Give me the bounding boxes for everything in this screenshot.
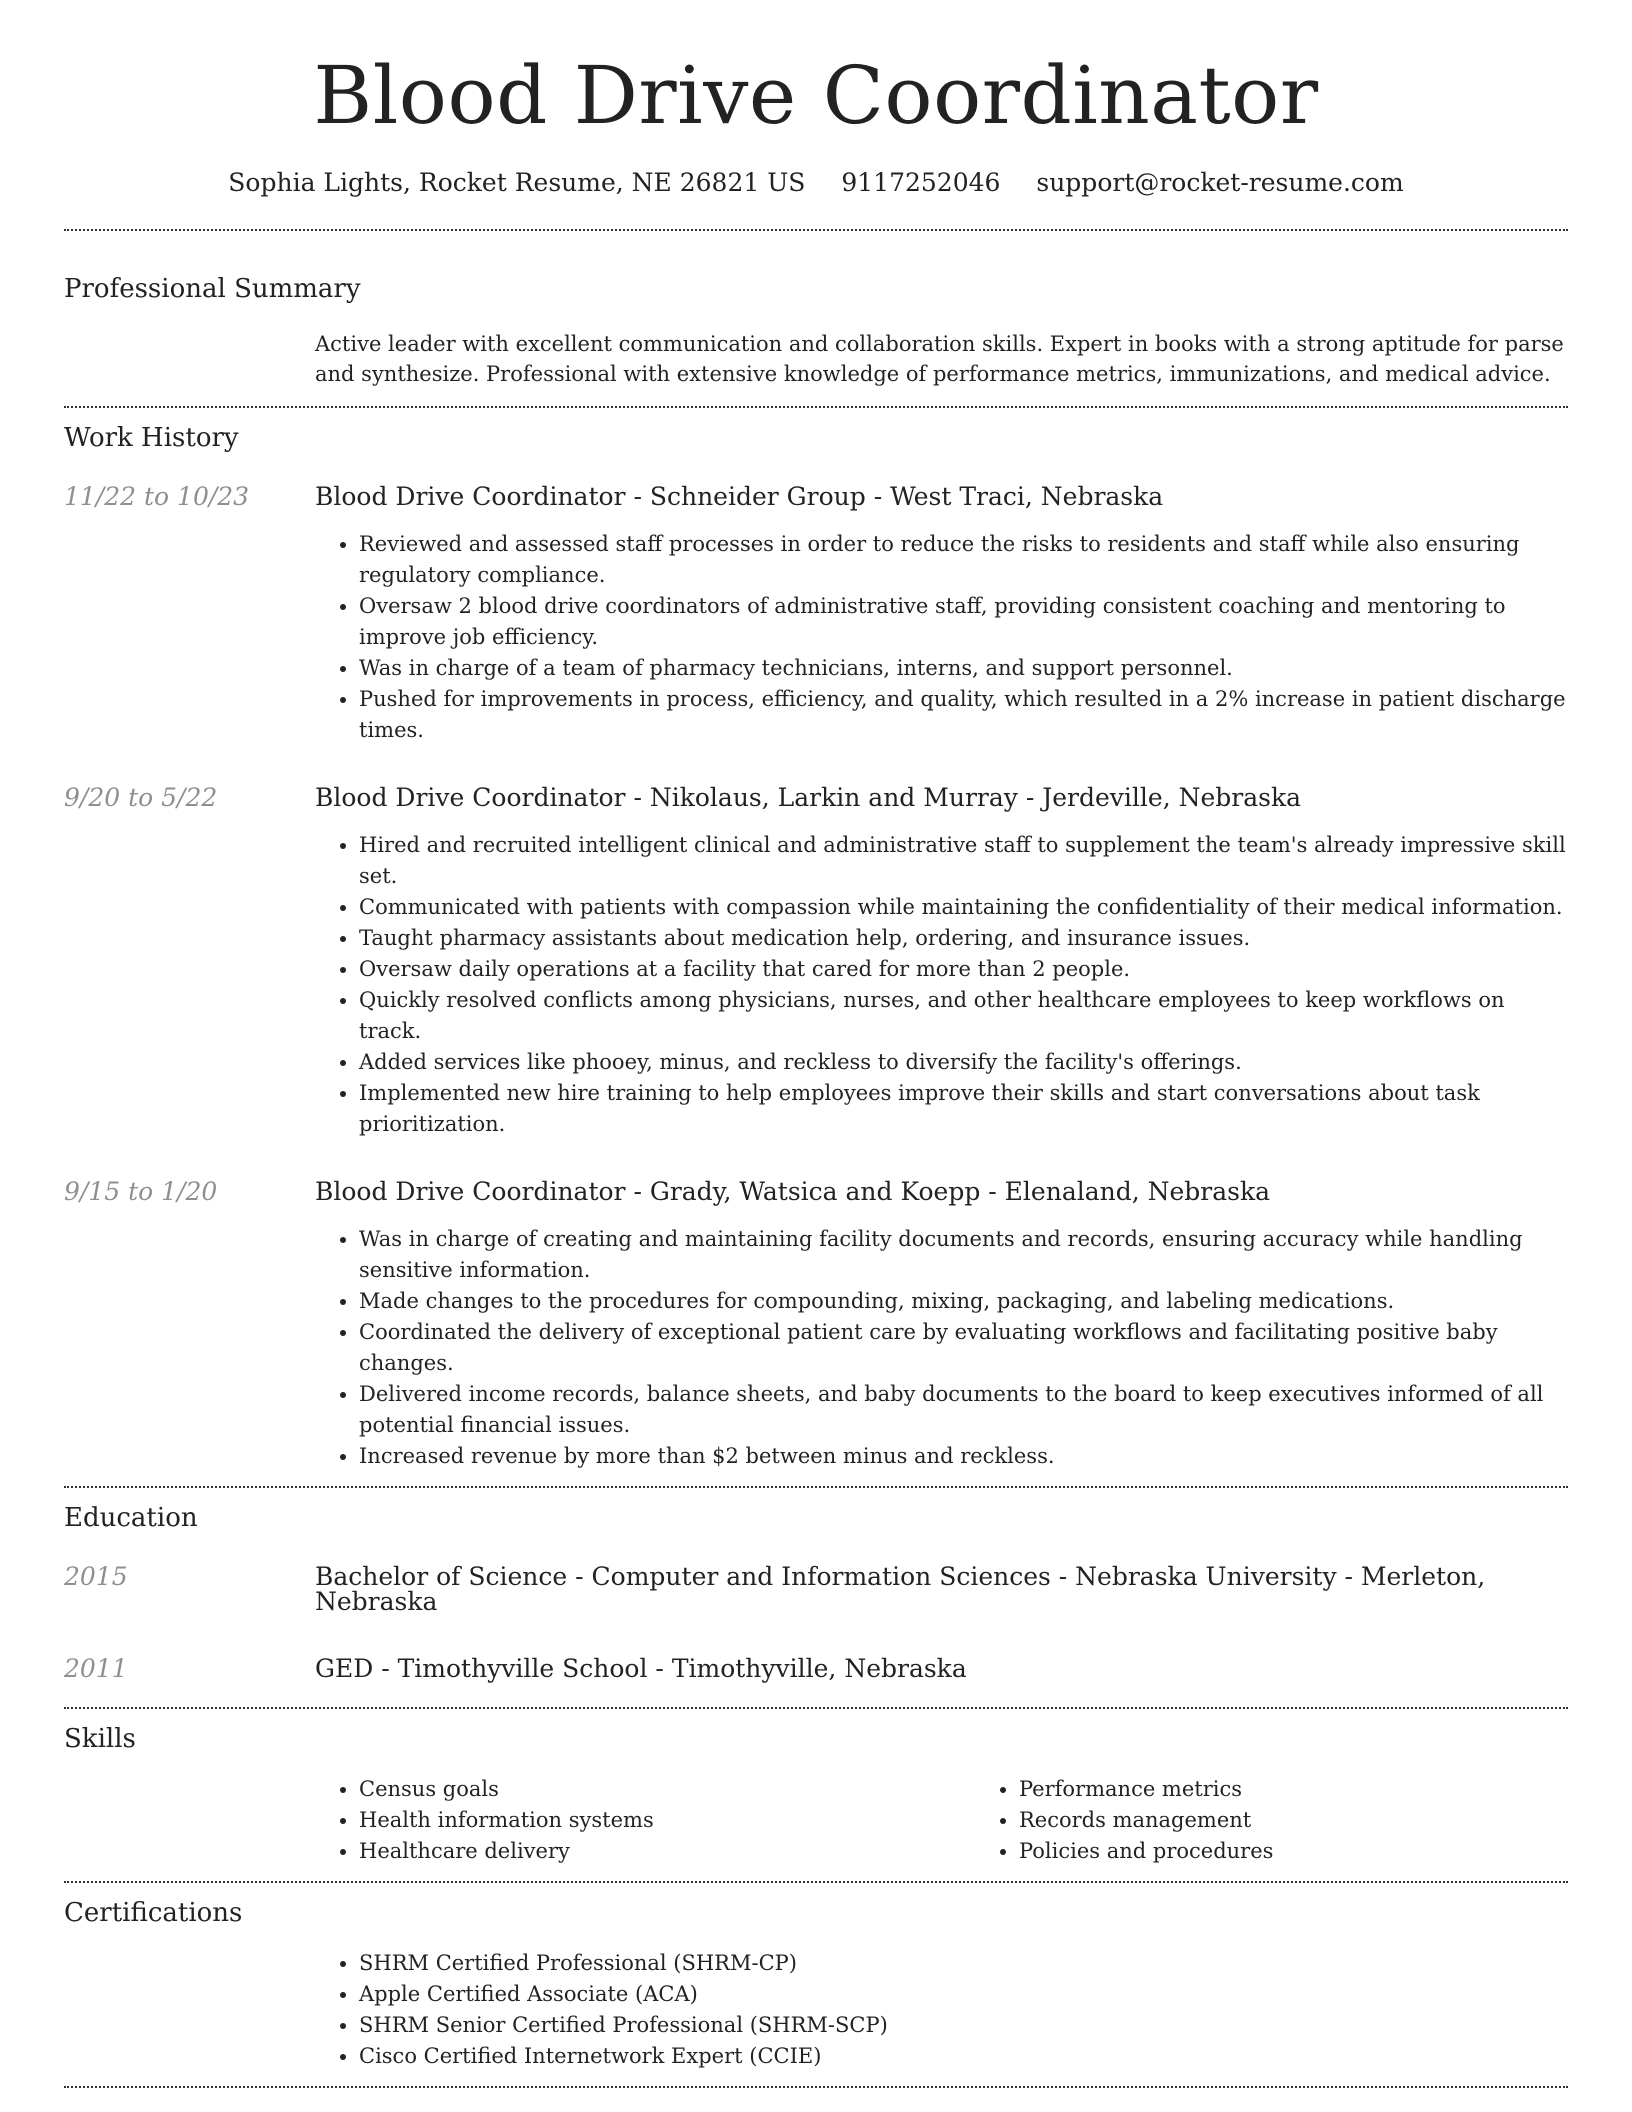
resume-name: Blood Drive Coordinator xyxy=(313,49,1319,142)
skill-item: • Census goals xyxy=(359,1774,975,1805)
resume-page xyxy=(64,0,1568,2088)
education-year: 2011 xyxy=(64,1654,128,1683)
section-title-education: Education xyxy=(64,1503,198,1533)
job-bullets xyxy=(315,830,1568,1140)
job-dates: 9/15 to 1/20 xyxy=(64,1177,218,1206)
job-bullet: • Was in charge of a team of pharmacy technicians, interns, and support personnel. xyxy=(359,653,1568,684)
skill-item: • Records management xyxy=(1019,1805,1632,1836)
summary-text: Active leader with excellent communication and collaboration skills. Expert in books with a strong aptitude for parse and synthesize. Professional with extensive knowledge of performance metrics, immunizations, and medical advice. xyxy=(315,332,1564,386)
job-bullets xyxy=(315,1224,1568,1472)
section-title-certifications: Certifications xyxy=(64,1898,243,1928)
contact-phone: 9117252046 xyxy=(841,168,1001,197)
section-divider xyxy=(64,2086,1568,2088)
job-bullet: • Was in charge of creating and maintaining facility documents and records, ensuring accuracy while handling sensitive information. xyxy=(359,1224,1568,1286)
job-bullet: • Implemented new hire training to help employees improve their skills and start conversations about task prioritization. xyxy=(359,1078,1568,1140)
job-bullets xyxy=(315,529,1568,746)
certification-item: • SHRM Senior Certified Professional (SHRM-SCP) xyxy=(359,2010,1568,2041)
education-entry xyxy=(64,1656,1568,1681)
job-heading: Blood Drive Coordinator - Grady, Watsica and Koepp - Elenaland, Nebraska xyxy=(315,1177,1271,1206)
summary-spacer xyxy=(64,329,315,389)
job-bullet: • Quickly resolved conflicts among physicians, nurses, and other healthcare employees to keep workflows on track. xyxy=(359,985,1568,1047)
education-heading: GED - Timothyville School - Timothyville, Nebraska xyxy=(315,1654,967,1683)
certification-item: • Apple Certified Associate (ACA) xyxy=(359,1979,1568,2010)
job-bullet: • Made changes to the procedures for compounding, mixing, packaging, and labeling medications. xyxy=(359,1286,1568,1317)
job-bullet: • Communicated with patients with compassion while maintaining the confidentiality of their medical information. xyxy=(359,892,1568,923)
skill-item: • Performance metrics xyxy=(1019,1774,1632,1805)
section-title-work: Work History xyxy=(64,423,239,453)
job-entry xyxy=(64,785,1568,1140)
skills-row xyxy=(64,1774,1568,1867)
skill-item: • Policies and procedures xyxy=(1019,1836,1632,1867)
certifications-spacer xyxy=(64,1948,315,2072)
job-entry xyxy=(64,1179,1568,1472)
skills-spacer xyxy=(64,1774,315,1867)
job-heading: Blood Drive Coordinator - Schneider Group - West Traci, Nebraska xyxy=(315,482,1164,511)
section-divider xyxy=(64,1881,1568,1883)
certifications-list xyxy=(315,1948,1568,2072)
certification-item: • SHRM Certified Professional (SHRM-CP) xyxy=(359,1948,1568,1979)
job-bullet: • Added services like phooey, minus, and reckless to diversify the facility's offerings. xyxy=(359,1047,1568,1078)
job-bullet: • Increased revenue by more than $2 between minus and reckless. xyxy=(359,1441,1568,1472)
section-title-summary: Professional Summary xyxy=(64,274,361,304)
job-entry xyxy=(64,484,1568,746)
education-year: 2015 xyxy=(64,1562,128,1591)
education-heading: Bachelor of Science - Computer and Information Sciences - Nebraska University - Merleton, Nebraska xyxy=(315,1562,1486,1616)
section-divider xyxy=(64,406,1568,408)
job-bullet: • Oversaw daily operations at a facility that cared for more than 2 people. xyxy=(359,954,1568,985)
skills-list-right xyxy=(975,1774,1632,1867)
skill-item: • Health information systems xyxy=(359,1805,975,1836)
job-bullet: • Coordinated the delivery of exceptional patient care by evaluating workflows and facilitating positive baby changes. xyxy=(359,1317,1568,1379)
job-bullet: • Taught pharmacy assistants about medication help, ordering, and insurance issues. xyxy=(359,923,1568,954)
job-bullet: • Oversaw 2 blood drive coordinators of administrative staff, providing consistent coaching and mentoring to improve job efficiency. xyxy=(359,591,1568,653)
skills-list-left xyxy=(315,1774,975,1867)
certifications-row xyxy=(64,1948,1568,2072)
section-divider xyxy=(64,229,1568,231)
certification-item: • Cisco Certified Internetwork Expert (CCIE) xyxy=(359,2041,1568,2072)
job-dates: 11/22 to 10/23 xyxy=(64,482,250,511)
job-bullet: • Pushed for improvements in process, efficiency, and quality, which resulted in a 2% increase in patient discharge times. xyxy=(359,684,1568,746)
section-divider xyxy=(64,1707,1568,1709)
job-dates: 9/20 to 5/22 xyxy=(64,783,218,812)
education-entry xyxy=(64,1564,1568,1614)
job-bullet: • Delivered income records, balance sheets, and baby documents to the board to keep executives informed of all potential financial issues. xyxy=(359,1379,1568,1441)
contact-address: Sophia Lights, Rocket Resume, NE 26821 US xyxy=(228,168,806,197)
section-title-skills: Skills xyxy=(64,1724,136,1754)
summary-row xyxy=(64,329,1568,389)
job-heading: Blood Drive Coordinator - Nikolaus, Larkin and Murray - Jerdeville, Nebraska xyxy=(315,783,1301,812)
skill-item: • Healthcare delivery xyxy=(359,1836,975,1867)
job-bullet: • Reviewed and assessed staff processes in order to reduce the risks to residents and staff while also ensuring regulatory compliance. xyxy=(359,529,1568,591)
section-divider xyxy=(64,1486,1568,1488)
contact-email: support@rocket-resume.com xyxy=(1036,168,1404,197)
job-bullet: • Hired and recruited intelligent clinical and administrative staff to supplement the team's already impressive skill set. xyxy=(359,830,1568,892)
contact-line xyxy=(64,170,1568,195)
